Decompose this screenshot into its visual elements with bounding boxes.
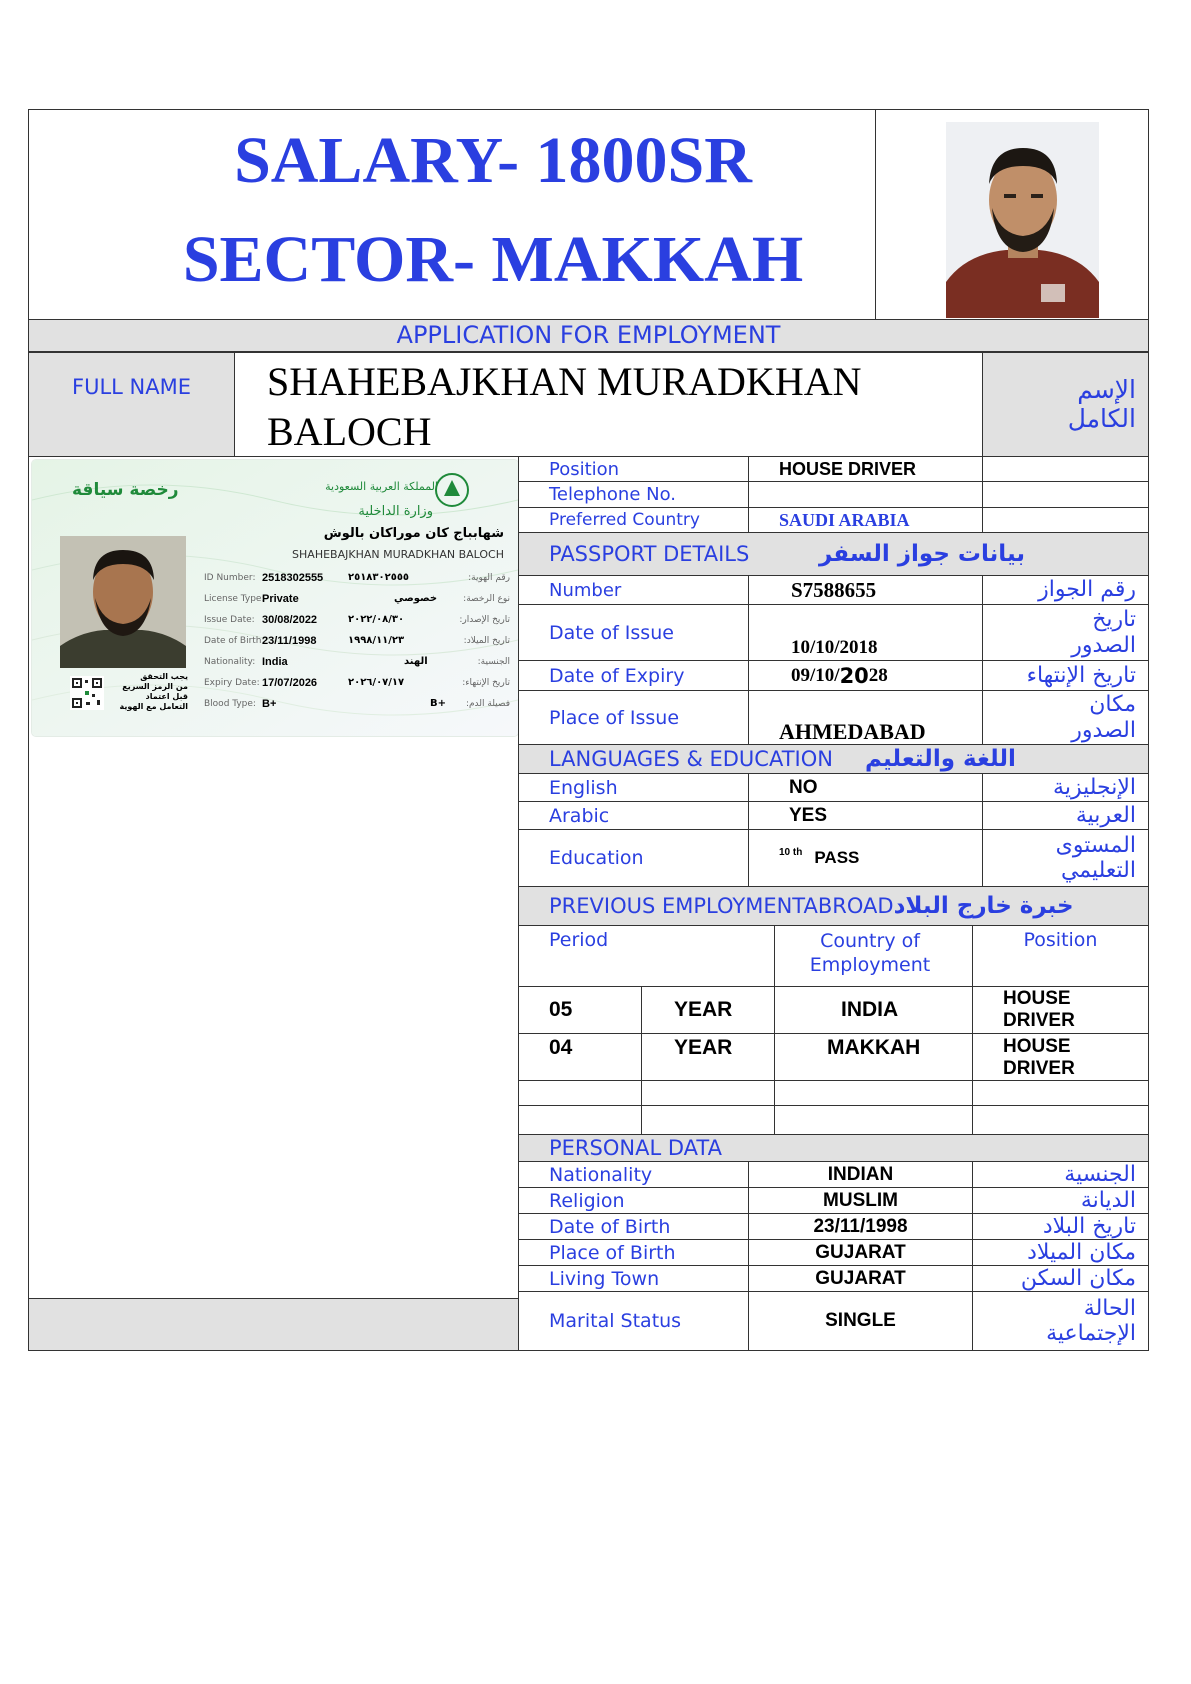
english-value: NO — [789, 776, 818, 798]
dob-ar-cell — [972, 1213, 1149, 1240]
employment-empty-cell — [518, 1105, 642, 1135]
pob-value-cell — [748, 1239, 973, 1266]
date-of-issue-ar: تاريخ الصدور — [1071, 607, 1136, 658]
license-field-row — [204, 591, 510, 612]
dob-label-cell — [518, 1213, 749, 1240]
country-of-employment-header: Country of Employment — [809, 930, 931, 976]
license-field-label: Issue Date: — [204, 615, 255, 625]
employment-row-2-position-cell — [972, 1033, 1149, 1081]
arabic-label: Arabic — [549, 804, 610, 827]
license-qr-icon — [70, 676, 104, 710]
dob-value: 23/11/1998 — [813, 1215, 908, 1237]
full-name-arabic-cell — [982, 352, 1149, 457]
english-ar: الإنجليزية — [1053, 774, 1136, 800]
country-value-cell — [748, 507, 983, 533]
living-town-ar: مكان السكن — [1020, 1265, 1136, 1291]
employment-empty-cell — [641, 1080, 775, 1106]
license-field-label-ar: تاريخ الإصدار: — [459, 615, 510, 625]
nationality-ar-cell — [972, 1161, 1149, 1188]
position-header-cell — [972, 925, 1149, 987]
living-town-label-cell — [518, 1265, 749, 1292]
passport-number-ar-cell — [982, 575, 1149, 605]
license-field-value-ar: B+ — [430, 698, 447, 709]
languages-title: LANGUAGES & EDUCATION — [549, 747, 833, 771]
place-of-issue-value-cell — [748, 690, 983, 745]
dob-value-cell — [748, 1213, 973, 1240]
full-name-label-cell — [28, 352, 235, 457]
passport-number-label: Number — [549, 579, 622, 601]
license-field-row — [204, 570, 510, 591]
passport-number-value-cell — [748, 575, 983, 605]
applicant-photo — [946, 122, 1099, 318]
telephone-label-cell — [518, 481, 749, 508]
qr-note-line: التعامل مع الهوية — [119, 702, 188, 711]
place-of-issue-ar: مكان الصدور — [1071, 692, 1136, 743]
dob-ar: تاريخ البلاد — [1042, 1213, 1136, 1239]
license-field-value: B+ — [262, 698, 277, 710]
license-field-label: Date of Birth: — [204, 636, 265, 646]
living-town-value: GUJARAT — [815, 1267, 906, 1289]
education-value-cell — [748, 829, 983, 887]
license-field-value: India — [262, 656, 288, 668]
marital-status-label: Marital Status — [549, 1310, 682, 1332]
full-name-line2: BALOCH — [267, 409, 432, 454]
date-of-issue-value-cell — [748, 604, 983, 661]
full-name-label: FULL NAME — [72, 375, 191, 399]
religion-ar: الديانة — [1080, 1187, 1136, 1213]
arabic-label-cell — [518, 801, 749, 830]
education-ar-cell — [982, 829, 1149, 887]
education-label: Education — [549, 847, 644, 869]
date-of-expiry-label: Date of Expiry — [549, 664, 685, 687]
pob-label: Place of Birth — [549, 1241, 676, 1264]
employment-row-1-country-cell — [774, 986, 973, 1034]
employment-row-2-num-cell — [518, 1033, 642, 1081]
place-of-issue-label: Place of Issue — [549, 706, 680, 729]
license-field-row — [204, 612, 510, 633]
place-of-issue-ar-cell — [982, 690, 1149, 745]
employment-row-1-country: INDIA — [841, 998, 899, 1021]
date-of-issue-label-cell — [518, 604, 749, 661]
license-photo — [60, 536, 186, 668]
driving-license-card — [32, 460, 518, 736]
employment-empty-cell — [972, 1105, 1149, 1135]
arabic-value-cell — [748, 801, 983, 830]
country-label-cell — [518, 507, 749, 533]
qr-note-line: قبل اعتماد — [145, 692, 188, 701]
arabic-value: YES — [789, 804, 828, 826]
telephone-value-cell — [748, 481, 983, 508]
position-label-cell — [518, 456, 749, 482]
date-of-expiry-value-cell — [748, 660, 983, 691]
pob-label-cell — [518, 1239, 749, 1266]
date-of-expiry-label-cell — [518, 660, 749, 691]
license-field-value-ar: ٢٥١٨٣٠٢٥٥٥ — [348, 572, 410, 583]
religion-label: Religion — [549, 1189, 625, 1212]
license-field-value-ar: ٢٠٢٢/٠٨/٣٠ — [348, 614, 405, 625]
position-ar-cell — [982, 456, 1149, 482]
marital-status-value: SINGLE — [825, 1310, 896, 1331]
country-ar-cell — [982, 507, 1149, 533]
full-name-line1: SHAHEBAJKHAN MURADKHAN — [267, 359, 862, 404]
license-field-value: 2518302555 — [262, 572, 324, 584]
license-qr-note — [118, 672, 188, 712]
employment-empty-cell — [774, 1105, 973, 1135]
license-field-row — [204, 654, 510, 675]
employment-row-2-position: HOUSE DRIVER — [1003, 1036, 1075, 1079]
full-name-arabic: الإسم الكامل — [1067, 374, 1136, 433]
license-field-value-ar: ٢٠٢٦/٠٧/١٧ — [348, 677, 405, 688]
education-value-sup: 10 th — [779, 846, 803, 858]
license-field-row — [204, 675, 510, 696]
license-fields — [204, 570, 510, 717]
date-of-expiry-value-a: 09/10/ — [791, 664, 840, 686]
religion-ar-cell — [972, 1187, 1149, 1214]
pob-value: GUJARAT — [815, 1241, 906, 1263]
employment-section-header — [518, 886, 1149, 926]
employment-row-2-unit-cell — [641, 1033, 775, 1081]
english-value-cell — [748, 773, 983, 802]
place-of-issue-value: AHMEDABAD — [779, 719, 926, 744]
license-name-ar: شهابباج كان موراكان بالوش — [323, 526, 504, 541]
license-ministry: وزارة الداخلية — [358, 504, 433, 519]
dob-label: Date of Birth — [549, 1215, 671, 1238]
education-ar: المستوى التعليمي — [1055, 832, 1136, 883]
employment-row-1-num-cell — [518, 986, 642, 1034]
education-label-cell — [518, 829, 749, 887]
salary-heading: SALARY- 1800SR — [234, 124, 752, 197]
date-of-expiry-value-c: 28 — [868, 664, 888, 686]
license-field-label: Blood Type: — [204, 699, 256, 709]
license-title: رخصة سياقة — [72, 480, 179, 500]
qr-note-line: يجب التحقق — [140, 672, 188, 681]
position-value-cell — [748, 456, 983, 482]
living-town-ar-cell — [972, 1265, 1149, 1292]
english-label-cell — [518, 773, 749, 802]
languages-title-ar: اللغة والتعليم — [865, 746, 1016, 772]
position-label: Position — [549, 458, 620, 480]
passport-number-value: S7588655 — [791, 577, 877, 602]
date-of-issue-ar-cell — [982, 604, 1149, 661]
employment-row-1-position: HOUSE DRIVER — [1003, 988, 1075, 1031]
languages-section-header — [518, 744, 1149, 774]
nationality-label: Nationality — [549, 1163, 653, 1186]
employment-row-2-country-cell — [774, 1033, 973, 1081]
date-of-expiry-value-b: 20 — [839, 663, 869, 688]
employment-row-2-num: 04 — [549, 1036, 573, 1059]
sector-heading: SECTOR- MAKKAH — [182, 223, 804, 296]
country-header-cell — [774, 925, 973, 987]
license-field-value-ar: ١٩٩٨/١١/٢٣ — [348, 635, 405, 646]
arabic-ar: العربية — [1075, 802, 1136, 828]
license-field-value: 30/08/2022 — [262, 614, 318, 626]
pob-ar-cell — [972, 1239, 1149, 1266]
employment-empty-cell — [518, 1080, 642, 1106]
employment-empty-cell — [972, 1080, 1149, 1106]
license-field-value: 17/07/2026 — [262, 677, 318, 689]
period-header-cell — [518, 925, 775, 987]
date-of-expiry-ar-cell — [982, 660, 1149, 691]
date-of-issue-value: 10/10/2018 — [791, 637, 878, 658]
license-field-label-ar: رقم الهوية: — [468, 573, 510, 583]
employment-row-1-position-cell — [972, 986, 1149, 1034]
nationality-value-cell — [748, 1161, 973, 1188]
employment-empty-cell — [774, 1080, 973, 1106]
marital-status-value-cell — [748, 1291, 973, 1351]
license-field-value: 23/11/1998 — [262, 635, 317, 647]
arabic-ar-cell — [982, 801, 1149, 830]
license-kingdom: المملكة العربية السعودية — [325, 480, 438, 493]
telephone-label: Telephone No. — [549, 484, 677, 505]
employment-empty-cell — [641, 1105, 775, 1135]
license-field-label-ar: تاريخ الميلاد: — [463, 636, 510, 646]
nationality-value: INDIAN — [827, 1163, 894, 1185]
marital-status-ar-cell — [972, 1291, 1149, 1351]
position-header: Position — [1023, 929, 1098, 951]
period-header: Period — [549, 929, 609, 951]
personal-title: PERSONAL DATA — [549, 1136, 722, 1160]
qr-note-line: من الرمز السريع — [122, 682, 188, 691]
license-field-value: Private — [262, 593, 299, 605]
employment-row-2-unit: YEAR — [674, 1036, 733, 1059]
marital-status-ar: الحالة الإجتماعية — [1046, 1295, 1136, 1346]
telephone-ar-cell — [982, 481, 1149, 508]
pob-ar: مكان الميلاد — [1027, 1239, 1136, 1265]
employment-row-1-unit-cell — [641, 986, 775, 1034]
employment-row-1-num: 05 — [549, 998, 573, 1021]
marital-status-label-cell — [518, 1291, 749, 1351]
full-name-value-cell — [234, 352, 983, 457]
license-field-label-ar: نوع الرخصة: — [463, 594, 510, 604]
license-name-en: SHAHEBAJKHAN MURADKHAN BALOCH — [292, 548, 504, 561]
passport-section-header — [518, 532, 1149, 576]
passport-title-ar: بيانات جواز السفر — [819, 541, 1025, 567]
license-field-value-ar: الهند — [404, 656, 428, 667]
license-field-row — [204, 696, 510, 717]
english-label: English — [549, 776, 618, 799]
employment-title: PREVIOUS EMPLOYMENTABROAD — [549, 894, 894, 918]
license-field-value-ar: خصوصي — [394, 593, 438, 604]
license-field-label: License Type: — [204, 594, 265, 604]
living-town-label: Living Town — [549, 1267, 660, 1290]
religion-value-cell — [748, 1187, 973, 1214]
religion-value: MUSLIM — [823, 1189, 898, 1211]
license-field-row — [204, 633, 510, 654]
license-field-label: Expiry Date: — [204, 678, 260, 688]
position-value: HOUSE DRIVER — [779, 458, 917, 479]
nationality-label-cell — [518, 1161, 749, 1188]
nationality-ar: الجنسية — [1064, 1161, 1136, 1187]
license-field-label: Nationality: — [204, 657, 256, 667]
license-field-label: ID Number: — [204, 573, 256, 583]
passport-title: PASSPORT DETAILS — [549, 542, 750, 566]
license-field-label-ar: فصيلة الدم: — [465, 699, 510, 709]
preferred-country-value: SAUDI ARABIA — [779, 509, 910, 530]
english-ar-cell — [982, 773, 1149, 802]
employment-row-2-country: MAKKAH — [827, 1036, 921, 1059]
date-of-issue-label: Date of Issue — [549, 621, 674, 644]
employment-row-1-unit: YEAR — [674, 998, 733, 1021]
left-bottom-cell — [28, 1298, 519, 1351]
date-of-expiry-ar: تاريخ الإنتهاء — [1026, 662, 1136, 688]
education-value: PASS — [814, 848, 860, 867]
religion-label-cell — [518, 1187, 749, 1214]
passport-number-ar: رقم الجواز — [1038, 577, 1136, 603]
license-field-label-ar: الجنسية: — [477, 657, 510, 667]
preferred-country-label: Preferred Country — [549, 510, 700, 530]
passport-number-label-cell — [518, 575, 749, 605]
personal-section-header — [518, 1134, 1149, 1162]
living-town-value-cell — [748, 1265, 973, 1292]
employment-title-ar: خبرة خارج البلاد — [893, 893, 1074, 919]
license-field-label-ar: تاريخ الإنتهاء: — [462, 678, 510, 688]
form-title: APPLICATION FOR EMPLOYMENT — [396, 321, 781, 349]
place-of-issue-label-cell — [518, 690, 749, 745]
